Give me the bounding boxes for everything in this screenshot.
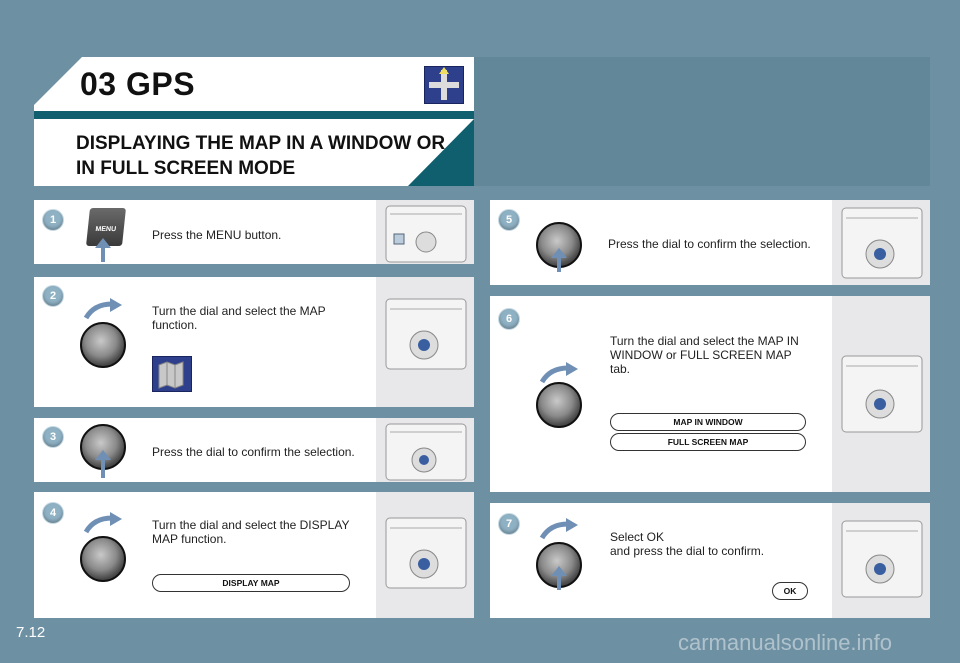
turn-arrow-icon bbox=[82, 298, 122, 325]
step-6-text bbox=[610, 334, 799, 376]
step-2-text-line1: Turn the dial and select the MAP bbox=[152, 304, 326, 318]
step-7-text-line1: Select OK bbox=[610, 530, 665, 544]
step-4-illustration bbox=[376, 492, 474, 618]
menu-button-icon: MENU bbox=[86, 208, 126, 246]
ok-option: OK bbox=[772, 582, 808, 600]
page-number: 7.12 bbox=[16, 624, 46, 641]
dial-icon bbox=[80, 536, 126, 582]
turn-arrow-icon bbox=[538, 518, 578, 545]
press-arrow-icon bbox=[95, 238, 111, 248]
page-title-line2: IN FULL SCREEN MODE bbox=[76, 158, 296, 179]
header-backdrop bbox=[474, 57, 930, 186]
step-6-illustration bbox=[832, 296, 930, 492]
dial-icon bbox=[536, 382, 582, 428]
press-arrow-stem bbox=[101, 248, 105, 262]
map-in-window-option: MAP IN WINDOW bbox=[610, 413, 806, 431]
step-1-badge: 1 bbox=[42, 209, 64, 231]
step-3-badge: 3 bbox=[42, 426, 64, 448]
step-6-text-line2: WINDOW or FULL SCREEN MAP bbox=[610, 348, 792, 362]
step-1-illustration bbox=[376, 200, 474, 264]
step-2-badge: 2 bbox=[42, 285, 64, 307]
map-function-icon bbox=[152, 356, 192, 392]
step-2-text-line2: function. bbox=[152, 318, 198, 332]
header-divider bbox=[34, 111, 474, 119]
page-title bbox=[76, 131, 476, 181]
step-5-badge: 5 bbox=[498, 209, 520, 231]
step-1-text: Press the MENU button. bbox=[152, 228, 282, 242]
step-7-text-line2: and press the dial to confirm. bbox=[610, 544, 765, 558]
step-5-text: Press the dial to confirm the selection. bbox=[608, 237, 811, 251]
step-7-text bbox=[610, 530, 764, 558]
step-5-illustration bbox=[832, 200, 930, 285]
step-6-text-line1: Turn the dial and select the MAP IN bbox=[610, 334, 799, 348]
step-2-illustration bbox=[376, 277, 474, 407]
press-arrow-icon bbox=[551, 248, 567, 258]
watermark: carmanualsonline.info bbox=[678, 630, 893, 655]
step-4-text-line1: Turn the dial and select the DISPLAY bbox=[152, 518, 350, 532]
step-6-text-line3: tab. bbox=[610, 362, 631, 376]
page-title-line1: DISPLAYING THE MAP IN A WINDOW OR bbox=[76, 133, 446, 154]
press-arrow-icon bbox=[551, 566, 567, 576]
press-arrow-stem bbox=[557, 258, 561, 272]
press-arrow-stem bbox=[557, 576, 561, 590]
full-screen-map-option: FULL SCREEN MAP bbox=[610, 433, 806, 451]
press-arrow-stem bbox=[101, 460, 105, 478]
step-7-illustration bbox=[832, 503, 930, 618]
step-4-text bbox=[152, 518, 349, 546]
chapter-title: 03 GPS bbox=[80, 66, 196, 102]
step-2-text bbox=[152, 304, 326, 332]
step-3-illustration bbox=[376, 418, 474, 482]
gps-crossroad-icon bbox=[424, 66, 464, 104]
turn-arrow-icon bbox=[82, 512, 122, 539]
step-4-badge: 4 bbox=[42, 502, 64, 524]
step-6-badge: 6 bbox=[498, 308, 520, 330]
step-7-badge: 7 bbox=[498, 513, 520, 535]
press-arrow-icon bbox=[95, 450, 111, 460]
step-3-text: Press the dial to confirm the selection. bbox=[152, 445, 355, 459]
step-4-text-line2: MAP function. bbox=[152, 532, 227, 546]
dial-icon bbox=[80, 322, 126, 368]
display-map-option: DISPLAY MAP bbox=[152, 574, 350, 592]
